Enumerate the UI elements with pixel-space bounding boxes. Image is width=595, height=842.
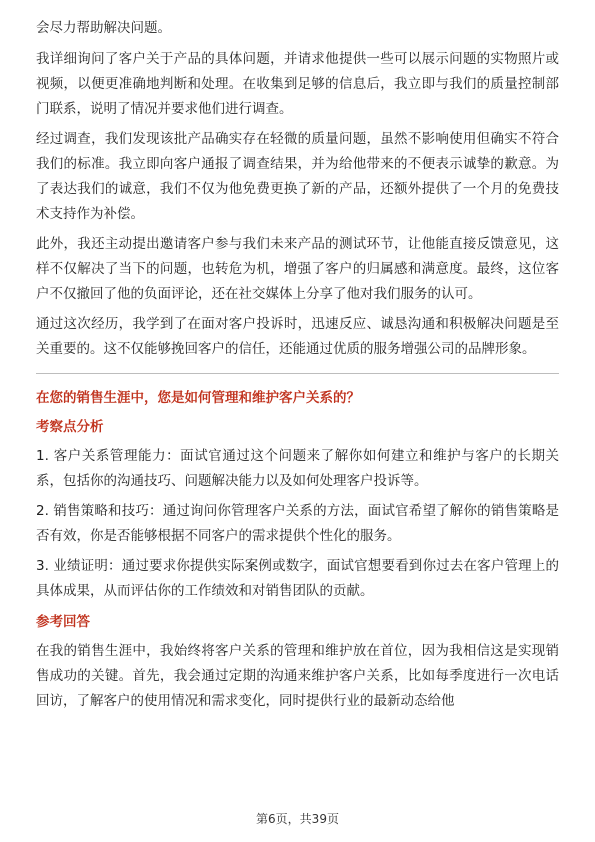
- body-paragraph: 此外，我还主动提出邀请客户参与我们未来产品的测试环节，让他能直接反馈意见，这样不仅解决了当下的问题，也转危为机，增强了客户的归属感和满意度。最终，这位客户不仅撤回了他的负面评论，还在社交媒体上分享了他对我们服务的认可。: [36, 236, 559, 302]
- body-paragraph: 会尽力帮助解决问题。: [36, 20, 171, 36]
- document-page: [36, 16, 559, 719]
- answer-paragraph: 在我的销售生涯中，我始终将客户关系的管理和维护放在首位，因为我相信这是实现销售成功的关键。首先，我会通过定期的沟通来维护客户关系，比如每季度进行一次电话回访，了解客户的使用情况和需求变化，同时提供行业的最新动态给他: [36, 643, 559, 709]
- question-title: 在您的销售生涯中，您是如何管理和维护客户关系的？: [36, 390, 360, 406]
- body-paragraph: 通过这次经历，我学到了在面对客户投诉时，迅速反应、诚恳沟通和积极解决问题是至关重要的。这不仅能够挽回客户的信任，还能通过优质的服务增强公司的品牌形象。: [36, 316, 559, 357]
- answer-heading: 参考回答: [36, 614, 90, 630]
- analysis-item: 1. 客户关系管理能力：面试官通过这个问题来了解你如何建立和维护与客户的长期关系，包括你的沟通技巧、问题解决能力以及如何处理客户投诉等。: [36, 448, 559, 489]
- section-divider: [36, 373, 559, 374]
- analysis-item: 3. 业绩证明：通过要求你提供实际案例或数字，面试官想要看到你过去在客户管理上的具体成果，从而评估你的工作绩效和对销售团队的贡献。: [36, 558, 559, 599]
- body-paragraph: 我详细询问了客户关于产品的具体问题，并请求他提供一些可以展示问题的实物照片或视频，以便更准确地判断和处理。在收集到足够的信息后，我立即与我们的质量控制部门联系，说明了情况并要求他们进行调查。: [36, 51, 559, 117]
- analysis-item: 2. 销售策略和技巧：通过询问你管理客户关系的方法，面试官希望了解你的销售策略是否有效，你是否能够根据不同客户的需求提供个性化的服务。: [36, 503, 559, 544]
- page-number: 第6页，共39页: [256, 812, 339, 826]
- body-paragraph: 经过调查，我们发现该批产品确实存在轻微的质量问题，虽然不影响使用但确实不符合我们的标准。我立即向客户通报了调查结果，并为给他带来的不便表示诚挚的歉意。为了表达我们的诚意，我们不仅为他免费更换了新的产品，还额外提供了一个月的免费技术支持作为补偿。: [36, 131, 559, 222]
- analysis-heading: 考察点分析: [36, 419, 104, 435]
